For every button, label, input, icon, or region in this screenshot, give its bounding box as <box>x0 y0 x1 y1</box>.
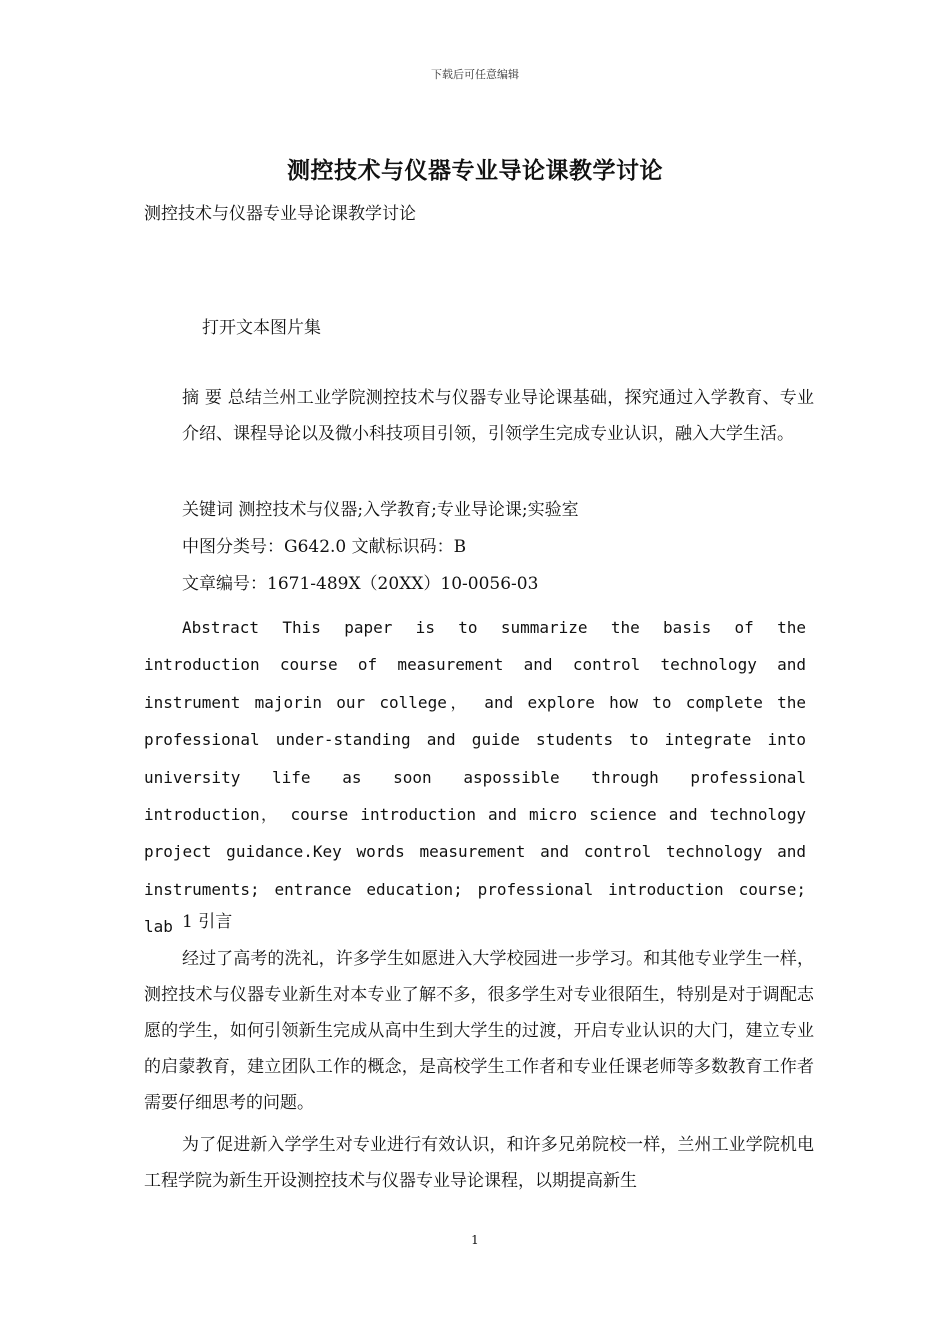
body-paragraph: 经过了高考的洗礼，许多学生如愿进入大学校园进一步学习。和其他专业学生一样，测控技术与仪器专业新生对本专业了解不多，很多学生对专业很陌生，特别是对于调配志愿的学生，如何引领新生完成从高中生到大学生的过渡，开启专业认识的大门，建立专业的启蒙教育，建立团队工作的概念，是高校学生工作者和专业任课老师等多数教育工作者需要仔细思考的问题。 <box>144 949 814 1113</box>
abstract-cn-text: 摘 要 总结兰州工业学院测控技术与仪器专业导论课基础，探究通过入学教育、专业介绍、课程导论以及微小科技项目引领，引领学生完成专业认识，融入大学生活。 <box>182 388 814 444</box>
abstract-cn <box>144 380 814 452</box>
abstract-en: Abstract This paper is to summarize the basis of the introduction course of measurement and control technology and instrument majorin our college， and explore how to complete the professional under-standing and guide students to integrate into university life as soon aspossible through professional introduction， course introduction and micro science and technology project guidance.Key words measurement and control technology and instruments; entrance education; professional introduction course; lab <box>144 618 806 937</box>
page-number: 1 <box>471 1233 479 1247</box>
section-heading: 1 引言 <box>182 912 233 932</box>
article-number-line: 文章编号：1671-489X（20XX）10-0056-03 <box>182 574 539 594</box>
header-note: 下载后可任意编辑 <box>431 68 519 81</box>
keywords-cn: 关键词 测控技术与仪器;入学教育;专业导论课;实验室 <box>182 500 579 520</box>
body-paragraph: 为了促进新入学学生对专业进行有效认识，和许多兄弟院校一样，兰州工业学院机电工程学院为新生开设测控技术与仪器专业导论课程，以期提高新生 <box>144 1135 814 1191</box>
open-image-gallery-link[interactable]: 打开文本图片集 <box>202 318 321 338</box>
classification-line: 中图分类号：G642.0 文献标识码：B <box>182 537 467 557</box>
document-title: 测控技术与仪器专业导论课教学讨论 <box>287 157 663 184</box>
document-subtitle: 测控技术与仪器专业导论课教学讨论 <box>144 204 416 224</box>
